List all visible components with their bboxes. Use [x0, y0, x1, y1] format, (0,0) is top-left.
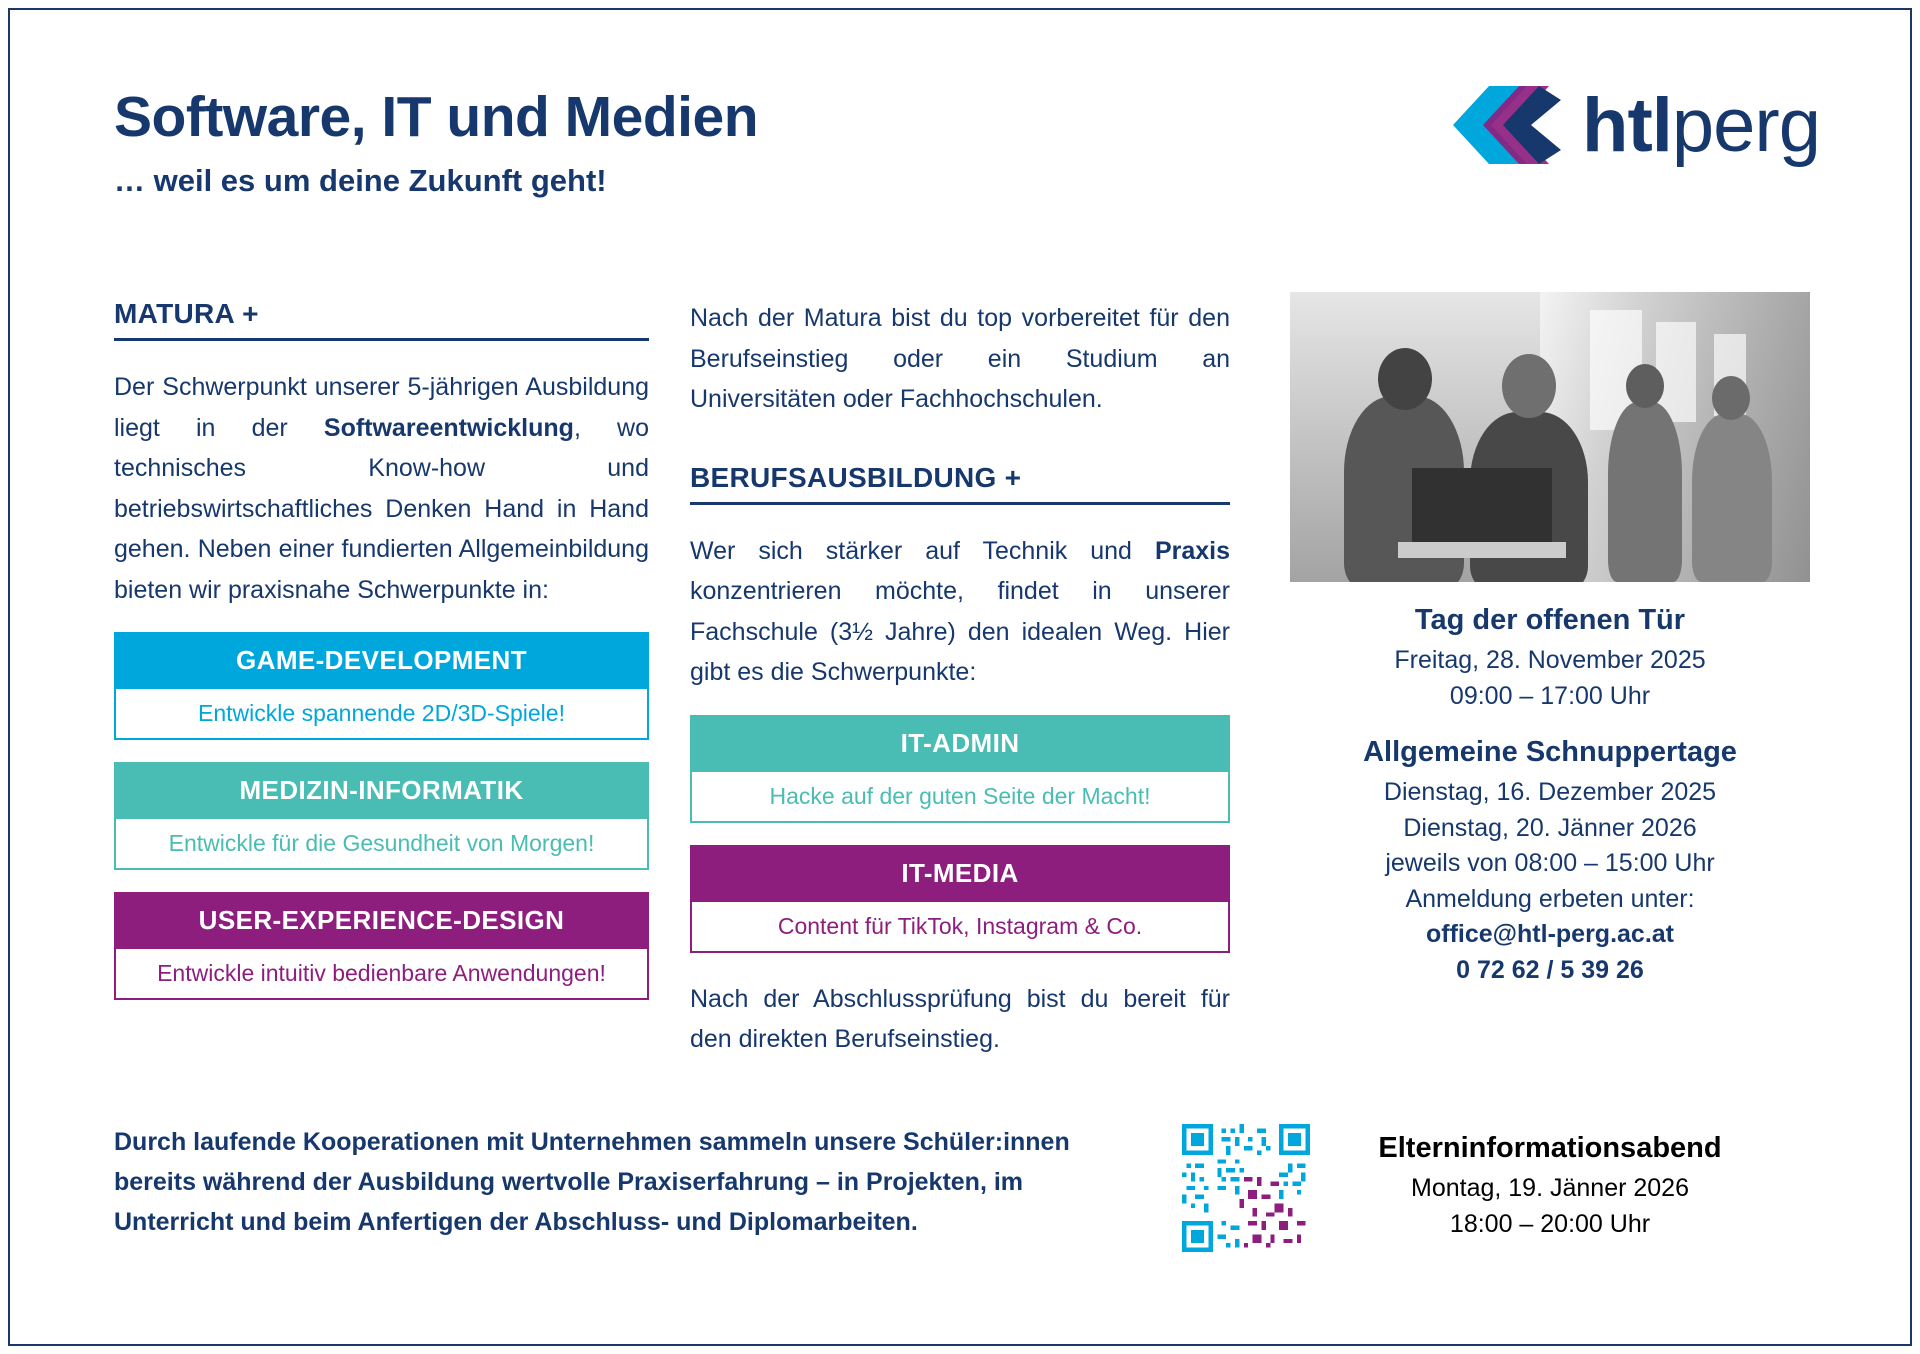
beruf-text-bold: Praxis	[1154, 536, 1230, 565]
logo-chevron-icon	[1449, 78, 1564, 173]
focus-title: GAME-DEVELOPMENT	[114, 632, 649, 689]
focus-desc: Entwickle spannende 2D/3D-Spiele!	[114, 689, 649, 740]
focus-box-medizin-informatik	[114, 762, 649, 870]
focus-title: IT-ADMIN	[690, 715, 1230, 772]
logo-text-bold: htl	[1582, 82, 1672, 168]
focus-desc: Entwickle für die Gesundheit von Morgen!	[114, 819, 649, 870]
students-photo	[1290, 292, 1810, 582]
event-line: Freitag, 28. November 2025	[1394, 646, 1706, 674]
beruf-text-2: konzentrieren möchte, findet in unserer Fachschule (3½ Jahre) den idealen Weg. Hier gibt es die Schwerpunkte:	[690, 577, 1230, 686]
footer-cooperation-text: Durch laufende Kooperationen mit Unternehmen sammeln unsere Schüler:innen bereits während der Ausbildung wertvolle Praxiserfahrung – in Projekten, im Unterricht und beim Anfertigen der Abschluss- und Diplomarbeiten.	[114, 1128, 1070, 1236]
berufsausbildung-paragraph	[690, 531, 1230, 693]
event-title: Elterninformationsabend	[1378, 1132, 1722, 1164]
section-heading-berufsausbildung: BERUFSAUSBILDUNG +	[690, 461, 1022, 493]
logo-wordmark	[1582, 82, 1820, 168]
column-matura	[114, 298, 649, 1000]
header-title-block	[114, 85, 1114, 198]
page-title: Software, IT und Medien	[114, 85, 759, 149]
matura-text-bold: Softwareentwicklung	[323, 413, 574, 442]
focus-desc: Content für TikTok, Instagram & Co.	[690, 902, 1230, 953]
event-title: Tag der offenen Tür	[1414, 604, 1686, 636]
event-tag-der-offenen-tuer	[1290, 604, 1810, 714]
beruf-text-1: Wer sich stärker auf Technik und	[690, 536, 1155, 565]
event-elterninformationsabend	[1290, 1110, 1810, 1242]
htl-perg-logo	[1449, 78, 1820, 173]
contact-phone[interactable]: 0 72 62 / 5 39 26	[1456, 955, 1644, 984]
section-rule-berufsausbildung	[690, 502, 1230, 505]
matura-paragraph	[114, 367, 649, 610]
event-line: Anmeldung erbeten unter:	[1405, 884, 1695, 913]
focus-box-it-admin	[690, 715, 1230, 823]
focus-title: USER-EXPERIENCE-DESIGN	[114, 892, 649, 949]
focus-desc: Hacke auf der guten Seite der Macht!	[690, 772, 1230, 823]
berufsausbildung-closing: Nach der Abschlussprüfung bist du bereit für den direkten Berufseinstieg.	[690, 984, 1230, 1053]
column-events	[1290, 292, 1810, 988]
focus-box-it-media	[690, 845, 1230, 953]
event-schnuppertage	[1290, 736, 1810, 988]
contact-email[interactable]: office@htl-perg.ac.at	[1425, 920, 1675, 948]
event-line: Montag, 19. Jänner 2026	[1411, 1174, 1689, 1202]
logo-text-light: perg	[1671, 82, 1820, 168]
matura-text-2: , wo technisches Know-how und betriebswirtschaftliches Denken Hand in Hand gehen. Neben einer fundierten Allgemeinbildung bieten wir praxisnahe Schwerpunkte in:	[114, 413, 649, 604]
section-heading-matura: MATURA +	[114, 298, 259, 329]
matura-followup-text: Nach der Matura bist du top vorbereitet für den Berufseinstieg oder ein Studium an Universitäten oder Fachhochschulen.	[690, 304, 1230, 413]
matura-text-1: Der Schwerpunkt unserer 5-jährigen Ausbildung liegt in der	[114, 373, 649, 442]
section-rule-matura	[114, 338, 649, 341]
event-line: 09:00 – 17:00 Uhr	[1449, 681, 1651, 710]
focus-title: IT-MEDIA	[690, 845, 1230, 902]
event-line: Dienstag, 20. Jänner 2026	[1403, 813, 1697, 842]
focus-desc: Entwickle intuitiv bedienbare Anwendungen!	[114, 949, 649, 1000]
focus-box-game-development	[114, 632, 649, 740]
page-subtitle: … weil es um deine Zukunft geht!	[114, 162, 607, 198]
event-line: 18:00 – 20:00 Uhr	[1449, 1209, 1651, 1238]
column-berufsausbildung	[690, 298, 1230, 1060]
focus-title: MEDIZIN-INFORMATIK	[114, 762, 649, 819]
focus-box-user-experience-design	[114, 892, 649, 1000]
event-title: Allgemeine Schnuppertage	[1363, 736, 1737, 768]
event-line: jeweils von 08:00 – 15:00 Uhr	[1385, 849, 1715, 877]
event-line: Dienstag, 16. Dezember 2025	[1383, 778, 1717, 806]
